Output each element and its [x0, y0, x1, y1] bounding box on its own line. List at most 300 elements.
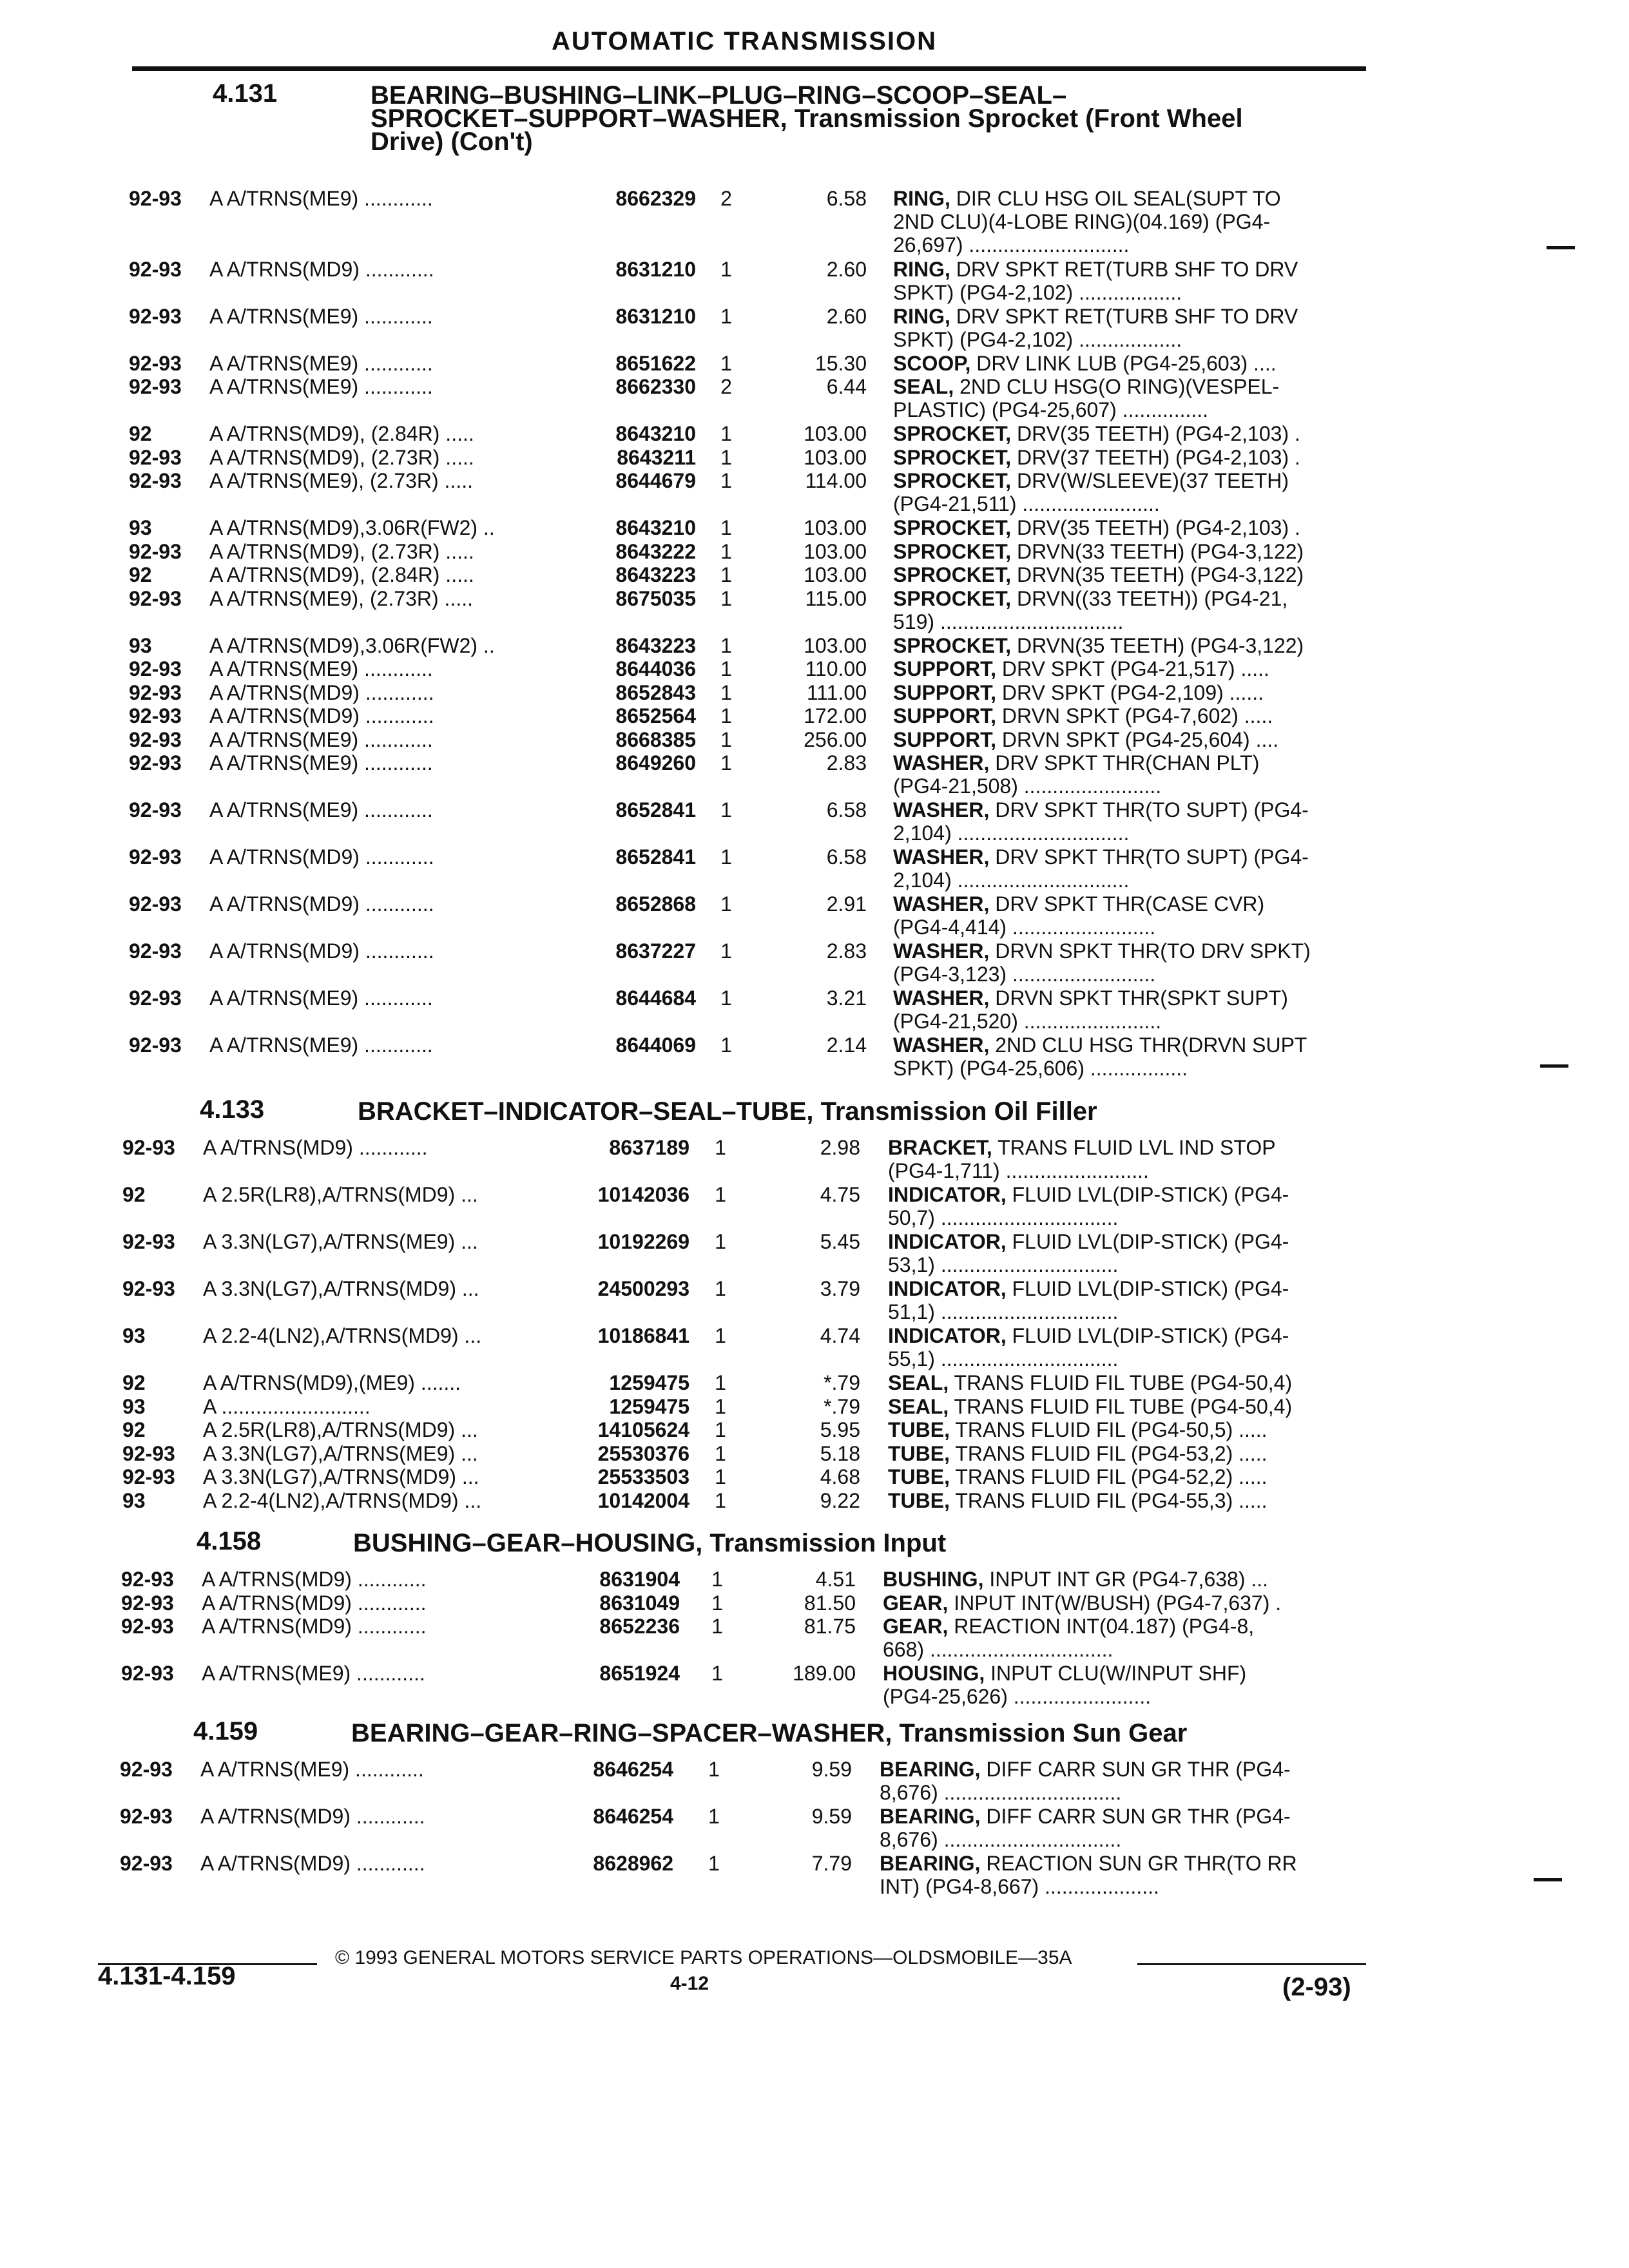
part-number: 8651622 [615, 351, 696, 375]
model-years: 93 [129, 633, 152, 657]
part-number: 8668385 [615, 727, 696, 751]
footer-page-number: 4-12 [670, 1973, 709, 1994]
price: 3.21 [826, 986, 867, 1010]
model-years: 92-93 [129, 445, 182, 469]
application: A 3.3N(LG7),A/TRNS(MD9) ... [203, 1277, 479, 1300]
section-number: 4.131 [213, 79, 278, 108]
part-description [883, 1615, 1373, 1661]
model-years: 92-93 [122, 1230, 175, 1253]
model-years: 92-93 [129, 586, 182, 610]
part-number: 8646254 [593, 1758, 673, 1781]
part-detail: DRV(37 TEETH) (PG4-2,103) . [1011, 445, 1300, 469]
part-description [880, 1805, 1369, 1851]
model-years: 92-93 [120, 1805, 173, 1828]
section-number: 4.133 [200, 1095, 265, 1124]
quantity: 1 [720, 445, 732, 469]
part-description [893, 892, 1383, 939]
application: A 2.2-4(LN2),A/TRNS(MD9) ... [203, 1324, 482, 1347]
part-description [883, 1591, 1373, 1615]
part-number: 8643223 [615, 563, 696, 586]
part-detail: INPUT INT(W/BUSH) (PG4-7,637) . [948, 1591, 1282, 1615]
part-number: 10142004 [597, 1488, 689, 1512]
part-description [893, 516, 1383, 539]
part-name: SPROCKET, [893, 633, 1012, 657]
model-years: 92-93 [122, 1465, 175, 1488]
part-detail: TRANS FLUID LVL IND STOP (PG4-1,711) ......................... [888, 1136, 1276, 1182]
application: A 2.2-4(LN2),A/TRNS(MD9) ... [203, 1488, 482, 1512]
part-name: SPROCKET, [893, 539, 1012, 563]
part-description [893, 446, 1383, 469]
part-detail: DRVN(35 TEETH) (PG4-3,122) [1011, 633, 1304, 657]
part-number: 8644069 [615, 1033, 696, 1057]
quantity: 1 [711, 1568, 723, 1591]
part-description [893, 704, 1383, 727]
part-description [893, 1033, 1383, 1080]
part-detail: TRANS FLUID FIL TUBE (PG4-50,4) [949, 1394, 1293, 1418]
part-name: WASHER, [893, 939, 990, 963]
part-name: GEAR, [883, 1615, 949, 1638]
part-name: RING, [893, 304, 950, 328]
application: A A/TRNS(MD9), (2.73R) ..... [209, 539, 474, 563]
quantity: 1 [715, 1418, 726, 1441]
part-description [880, 1852, 1369, 1898]
part-number: 1259475 [609, 1371, 689, 1394]
part-name: GEAR, [883, 1591, 949, 1615]
part-name: RING, [893, 187, 950, 210]
application: A A/TRNS(MD9) ............ [202, 1591, 427, 1615]
part-detail: DRVN(35 TEETH) (PG4-3,122) [1011, 563, 1304, 586]
model-years: 92-93 [129, 375, 182, 398]
price: 2.91 [826, 892, 867, 916]
price: 6.58 [826, 798, 867, 822]
application: A A/TRNS(MD9) ............ [209, 257, 434, 281]
footer-rule-right [1137, 1963, 1366, 1965]
model-years: 92-93 [129, 845, 182, 869]
part-number: 8631210 [615, 257, 696, 281]
price: 256.00 [804, 727, 867, 751]
part-detail: DRVN SPKT THR(TO DRV SPKT) (PG4-3,123) ......................... [893, 939, 1311, 986]
part-description [893, 187, 1383, 256]
price: 172.00 [804, 704, 867, 727]
application: A A/TRNS(ME9) ............ [209, 351, 433, 375]
application: A 3.3N(LG7),A/TRNS(ME9) ... [203, 1441, 478, 1465]
part-name: SUPPORT, [893, 727, 997, 751]
part-description [893, 540, 1383, 563]
quantity: 1 [708, 1852, 720, 1875]
part-detail: DRVN(33 TEETH) (PG4-3,122) [1011, 539, 1304, 563]
part-description [893, 587, 1383, 633]
application: A A/TRNS(ME9) ............ [209, 751, 433, 774]
part-detail: DRV(W/SLEEVE)(37 TEETH) (PG4-21,511) ........................ [893, 469, 1289, 515]
part-number: 8649260 [615, 751, 696, 774]
part-description [893, 728, 1383, 751]
application: A A/TRNS(ME9) ............ [209, 187, 433, 210]
part-name: SUPPORT, [893, 704, 997, 727]
part-description [893, 657, 1383, 680]
application: A 2.5R(LR8),A/TRNS(MD9) ... [203, 1418, 478, 1441]
part-number: 8631904 [599, 1568, 680, 1591]
section-title: BEARING–GEAR–RING–SPACER–WASHER, Transmission Sun Gear [351, 1719, 1188, 1747]
footer-date: (2-93) [1282, 1973, 1351, 2001]
part-description [888, 1489, 1378, 1512]
price: 103.00 [804, 422, 867, 445]
part-name: SPROCKET, [893, 563, 1012, 586]
application: A A/TRNS(MD9) ............ [209, 704, 434, 727]
part-detail: FLUID LVL(DIP-STICK) (PG4- 50,7) ............................... [888, 1183, 1289, 1229]
part-name: WASHER, [893, 845, 990, 869]
part-detail: TRANS FLUID FIL (PG4-55,3) ..... [950, 1488, 1268, 1512]
price: 115.00 [805, 586, 867, 610]
part-detail: DRVN((33 TEETH)) (PG4-21, 519) ................................ [893, 586, 1288, 633]
quantity: 1 [720, 516, 732, 539]
part-detail: FLUID LVL(DIP-STICK) (PG4- 55,1) ............................... [888, 1324, 1289, 1370]
part-number: 8643223 [615, 633, 696, 657]
margin-mark [1534, 1878, 1562, 1881]
application: A 3.3N(LG7),A/TRNS(MD9) ... [203, 1465, 479, 1488]
part-description [893, 469, 1383, 515]
part-number: 8637189 [609, 1136, 689, 1159]
part-number: 8651924 [599, 1662, 680, 1685]
part-description [888, 1418, 1378, 1441]
part-number: 8643222 [615, 539, 696, 563]
part-name: WASHER, [893, 798, 990, 822]
part-description [883, 1662, 1373, 1708]
quantity: 1 [720, 680, 732, 704]
quantity: 1 [720, 1033, 732, 1057]
price: 5.95 [820, 1418, 860, 1441]
part-number: 8652841 [615, 798, 696, 822]
part-description [893, 563, 1383, 586]
price: 4.51 [815, 1568, 856, 1591]
model-years: 93 [122, 1394, 146, 1418]
part-name: SUPPORT, [893, 680, 997, 704]
model-years: 92-93 [129, 469, 182, 492]
model-years: 92 [122, 1418, 146, 1441]
application: A A/TRNS(MD9) ............ [209, 680, 434, 704]
price: 110.00 [805, 657, 867, 680]
footer-copyright: © 1993 GENERAL MOTORS SERVICE PARTS OPERATIONS—OLDSMOBILE—35A [335, 1947, 1072, 1968]
part-detail: DRVN SPKT THR(SPKT SUPT) (PG4-21,520) ........................ [893, 986, 1288, 1033]
part-description [893, 751, 1383, 798]
application: A A/TRNS(ME9) ............ [209, 1033, 433, 1057]
part-detail: DIR CLU HSG OIL SEAL(SUPT TO 2ND CLU)(4-LOBE RING)(04.169) (PG4- 26,697) ............................ [893, 187, 1281, 256]
model-years: 92-93 [120, 1758, 173, 1781]
application: A A/TRNS(MD9) ............ [209, 892, 434, 916]
model-years: 92-93 [129, 727, 182, 751]
part-detail: REACTION INT(04.187) (PG4-8, 668) ................................ [883, 1615, 1255, 1661]
part-detail: TRANS FLUID FIL TUBE (PG4-50,4) [949, 1371, 1293, 1394]
part-name: HOUSING, [883, 1662, 985, 1685]
quantity: 1 [720, 939, 732, 963]
page-header-title: AUTOMATIC TRANSMISSION [551, 27, 938, 55]
part-number: 10142036 [597, 1183, 689, 1206]
quantity: 1 [711, 1662, 723, 1685]
part-number: 8662330 [615, 375, 696, 398]
price: 2.98 [820, 1136, 860, 1159]
application: A A/TRNS(MD9) ............ [200, 1852, 425, 1875]
application: A 2.5R(LR8),A/TRNS(MD9) ... [203, 1183, 478, 1206]
quantity: 1 [720, 986, 732, 1010]
section-title: BEARING–BUSHING–LINK–PLUG–RING–SCOOP–SEAL– SPROCKET–SUPPORT–WASHER, Transmission Sprocket (Front Wheel Drive) (Con't) [371, 81, 1243, 156]
quantity: 1 [720, 845, 732, 869]
part-description [888, 1230, 1378, 1276]
part-detail: INPUT INT GR (PG4-7,638) ... [983, 1568, 1269, 1591]
application: A A/TRNS(ME9) ............ [209, 727, 433, 751]
price: 4.74 [820, 1324, 860, 1347]
price: 189.00 [793, 1662, 856, 1685]
part-number: 10186841 [597, 1324, 689, 1347]
margin-mark [1540, 1064, 1568, 1068]
part-name: SCOOP, [893, 351, 971, 375]
price: 6.58 [826, 187, 867, 210]
part-name: WASHER, [893, 986, 990, 1010]
model-years: 93 [129, 516, 152, 539]
quantity: 1 [711, 1615, 723, 1638]
part-description [893, 305, 1383, 351]
quantity: 1 [720, 304, 732, 328]
application: A A/TRNS(MD9),3.06R(FW2) .. [209, 633, 495, 657]
part-name: TUBE, [888, 1441, 950, 1465]
part-detail: DRV SPKT THR(CASE CVR) (PG4-4,414) ......................... [893, 892, 1265, 939]
model-years: 92-93 [129, 751, 182, 774]
section-title: BRACKET–INDICATOR–SEAL–TUBE, Transmission Oil Filler [358, 1097, 1097, 1126]
application: A A/TRNS(ME9) ............ [209, 986, 433, 1010]
part-number: 8675035 [615, 586, 696, 610]
price: *.79 [824, 1394, 860, 1418]
application: A .......................... [203, 1394, 371, 1418]
price: 9.59 [811, 1805, 852, 1828]
model-years: 92-93 [122, 1441, 175, 1465]
quantity: 1 [720, 586, 732, 610]
quantity: 1 [720, 892, 732, 916]
application: A A/TRNS(ME9) ............ [209, 798, 433, 822]
model-years: 92-93 [122, 1136, 175, 1159]
section-number: 4.158 [197, 1527, 262, 1555]
part-name: TUBE, [888, 1418, 950, 1441]
price: 2.60 [826, 257, 867, 281]
part-detail: DRV SPKT (PG4-21,517) ..... [996, 657, 1269, 680]
part-detail: 2ND CLU HSG THR(DRVN SUPT SPKT) (PG4-25,606) ................. [893, 1033, 1307, 1080]
quantity: 1 [715, 1371, 726, 1394]
part-name: BEARING, [880, 1805, 981, 1828]
part-name: TUBE, [888, 1488, 950, 1512]
part-description [888, 1395, 1378, 1418]
header-rule [132, 66, 1366, 71]
price: 81.50 [804, 1591, 856, 1615]
model-years: 92 [129, 422, 152, 445]
part-number: 8646254 [593, 1805, 673, 1828]
price: 4.75 [820, 1183, 860, 1206]
footer-section-range: 4.131-4.159 [98, 1962, 236, 1990]
part-detail: DRV SPKT THR(TO SUPT) (PG4- 2,104) .............................. [893, 845, 1309, 892]
price: 2.14 [826, 1033, 867, 1057]
quantity: 1 [715, 1441, 726, 1465]
part-description [893, 422, 1383, 445]
model-years: 92-93 [121, 1615, 174, 1638]
part-description [880, 1758, 1369, 1804]
application: A A/TRNS(MD9), (2.84R) ..... [209, 563, 474, 586]
part-detail: DRV LINK LUB (PG4-25,603) .... [970, 351, 1277, 375]
part-detail: DRV SPKT RET(TURB SHF TO DRV SPKT) (PG4-2,102) .................. [893, 304, 1298, 351]
part-name: BRACKET, [888, 1136, 992, 1159]
quantity: 1 [715, 1136, 726, 1159]
part-detail: FLUID LVL(DIP-STICK) (PG4- 51,1) ............................... [888, 1277, 1289, 1323]
application: A A/TRNS(ME9) ............ [202, 1662, 425, 1685]
part-description [883, 1568, 1373, 1591]
part-detail: DRV SPKT THR(TO SUPT) (PG4- 2,104) .............................. [893, 798, 1309, 845]
part-description [893, 634, 1383, 657]
part-number: 8652236 [599, 1615, 680, 1638]
quantity: 1 [715, 1488, 726, 1512]
quantity: 1 [720, 469, 732, 492]
price: 3.79 [820, 1277, 860, 1300]
part-number: 8652841 [615, 845, 696, 869]
quantity: 1 [720, 563, 732, 586]
part-number: 8643210 [615, 422, 696, 445]
part-description [893, 375, 1383, 421]
price: 9.22 [820, 1488, 860, 1512]
part-number: 8652868 [615, 892, 696, 916]
model-years: 92-93 [129, 351, 182, 375]
part-number: 8631210 [615, 304, 696, 328]
part-number: 8652564 [615, 704, 696, 727]
application: A A/TRNS(MD9), (2.73R) ..... [209, 445, 474, 469]
quantity: 1 [720, 704, 732, 727]
quantity: 1 [720, 657, 732, 680]
price: 81.75 [804, 1615, 856, 1638]
part-name: WASHER, [893, 892, 990, 916]
part-name: SPROCKET, [893, 422, 1012, 445]
part-detail: DIFF CARR SUN GR THR (PG4- 8,676) ............................... [880, 1758, 1291, 1804]
part-description [888, 1136, 1378, 1182]
model-years: 92-93 [129, 257, 182, 281]
part-number: 8644036 [615, 657, 696, 680]
quantity: 1 [711, 1591, 723, 1615]
part-name: INDICATOR, [888, 1277, 1007, 1300]
part-number: 8644679 [615, 469, 696, 492]
part-name: SPROCKET, [893, 516, 1012, 539]
part-description [893, 258, 1383, 304]
part-number: 25533503 [597, 1465, 689, 1488]
model-years: 92-93 [129, 704, 182, 727]
quantity: 1 [720, 798, 732, 822]
application: A A/TRNS(ME9), (2.73R) ..... [209, 469, 473, 492]
part-number: 8643211 [617, 445, 696, 469]
price: 2.83 [826, 939, 867, 963]
quantity: 1 [720, 422, 732, 445]
part-description [893, 845, 1383, 892]
model-years: 92-93 [122, 1277, 175, 1300]
part-description [893, 986, 1383, 1033]
price: 103.00 [804, 563, 867, 586]
part-name: INDICATOR, [888, 1183, 1007, 1206]
application: A A/TRNS(ME9) ............ [209, 375, 433, 398]
model-years: 93 [122, 1488, 146, 1512]
part-number: 8631049 [599, 1591, 680, 1615]
price: 103.00 [804, 539, 867, 563]
application: A 3.3N(LG7),A/TRNS(ME9) ... [203, 1230, 478, 1253]
part-description [893, 352, 1383, 375]
application: A A/TRNS(ME9) ............ [209, 304, 433, 328]
part-name: SEAL, [893, 375, 954, 398]
part-name: INDICATOR, [888, 1230, 1007, 1253]
application: A A/TRNS(MD9),(ME9) ....... [203, 1371, 461, 1394]
part-detail: REACTION SUN GR THR(TO RR INT) (PG4-8,667) .................... [880, 1852, 1297, 1898]
part-description [888, 1442, 1378, 1465]
model-years: 92-93 [129, 892, 182, 916]
part-description [888, 1371, 1378, 1394]
quantity: 1 [715, 1277, 726, 1300]
application: A A/TRNS(ME9) ............ [200, 1758, 424, 1781]
quantity: 1 [708, 1758, 720, 1781]
part-name: BEARING, [880, 1852, 981, 1875]
part-detail: DRV(35 TEETH) (PG4-2,103) . [1011, 422, 1300, 445]
part-number: 25530376 [597, 1441, 689, 1465]
model-years: 92-93 [121, 1568, 174, 1591]
model-years: 92-93 [129, 680, 182, 704]
application: A A/TRNS(MD9) ............ [200, 1805, 425, 1828]
section-title: BUSHING–GEAR–HOUSING, Transmission Input [353, 1529, 947, 1557]
part-description [888, 1324, 1378, 1370]
price: 111.00 [806, 680, 867, 704]
part-number: 8643210 [615, 516, 696, 539]
model-years: 92 [122, 1371, 146, 1394]
part-description [893, 939, 1383, 986]
quantity: 1 [715, 1324, 726, 1347]
part-description [893, 681, 1383, 704]
part-number: 1259475 [609, 1394, 689, 1418]
quantity: 2 [720, 187, 732, 210]
application: A A/TRNS(MD9) ............ [202, 1615, 427, 1638]
part-name: RING, [893, 257, 950, 281]
model-years: 92-93 [129, 657, 182, 680]
model-years: 92-93 [129, 1033, 182, 1057]
part-number: 8652843 [615, 680, 696, 704]
part-detail: 2ND CLU HSG(O RING)(VESPEL- PLASTIC) (PG4-25,607) ............... [893, 375, 1280, 421]
price: 6.58 [826, 845, 867, 869]
model-years: 92 [122, 1183, 146, 1206]
part-number: 10192269 [597, 1230, 689, 1253]
part-name: SUPPORT, [893, 657, 997, 680]
model-years: 92-93 [129, 798, 182, 822]
quantity: 1 [715, 1394, 726, 1418]
quantity: 1 [720, 633, 732, 657]
application: A A/TRNS(MD9) ............ [202, 1568, 427, 1591]
price: 9.59 [811, 1758, 852, 1781]
section-number: 4.159 [193, 1717, 258, 1745]
part-name: SEAL, [888, 1394, 949, 1418]
price: 103.00 [804, 516, 867, 539]
part-detail: DRVN SPKT (PG4-7,602) ..... [996, 704, 1273, 727]
part-number: 24500293 [597, 1277, 689, 1300]
quantity: 2 [720, 375, 732, 398]
model-years: 92 [129, 563, 152, 586]
part-name: WASHER, [893, 1033, 990, 1057]
part-detail: DRV SPKT (PG4-2,109) ...... [996, 680, 1264, 704]
quantity: 1 [720, 751, 732, 774]
part-description [888, 1183, 1378, 1229]
model-years: 92-93 [129, 939, 182, 963]
quantity: 1 [708, 1805, 720, 1828]
model-years: 92-93 [129, 187, 182, 210]
application: A A/TRNS(MD9),3.06R(FW2) .. [209, 516, 495, 539]
part-detail: TRANS FLUID FIL (PG4-50,5) ..... [950, 1418, 1268, 1441]
model-years: 92-93 [120, 1852, 173, 1875]
application: A A/TRNS(MD9) ............ [203, 1136, 428, 1159]
part-name: SEAL, [888, 1371, 949, 1394]
part-number: 8662329 [615, 187, 696, 210]
application: A A/TRNS(ME9) ............ [209, 657, 433, 680]
